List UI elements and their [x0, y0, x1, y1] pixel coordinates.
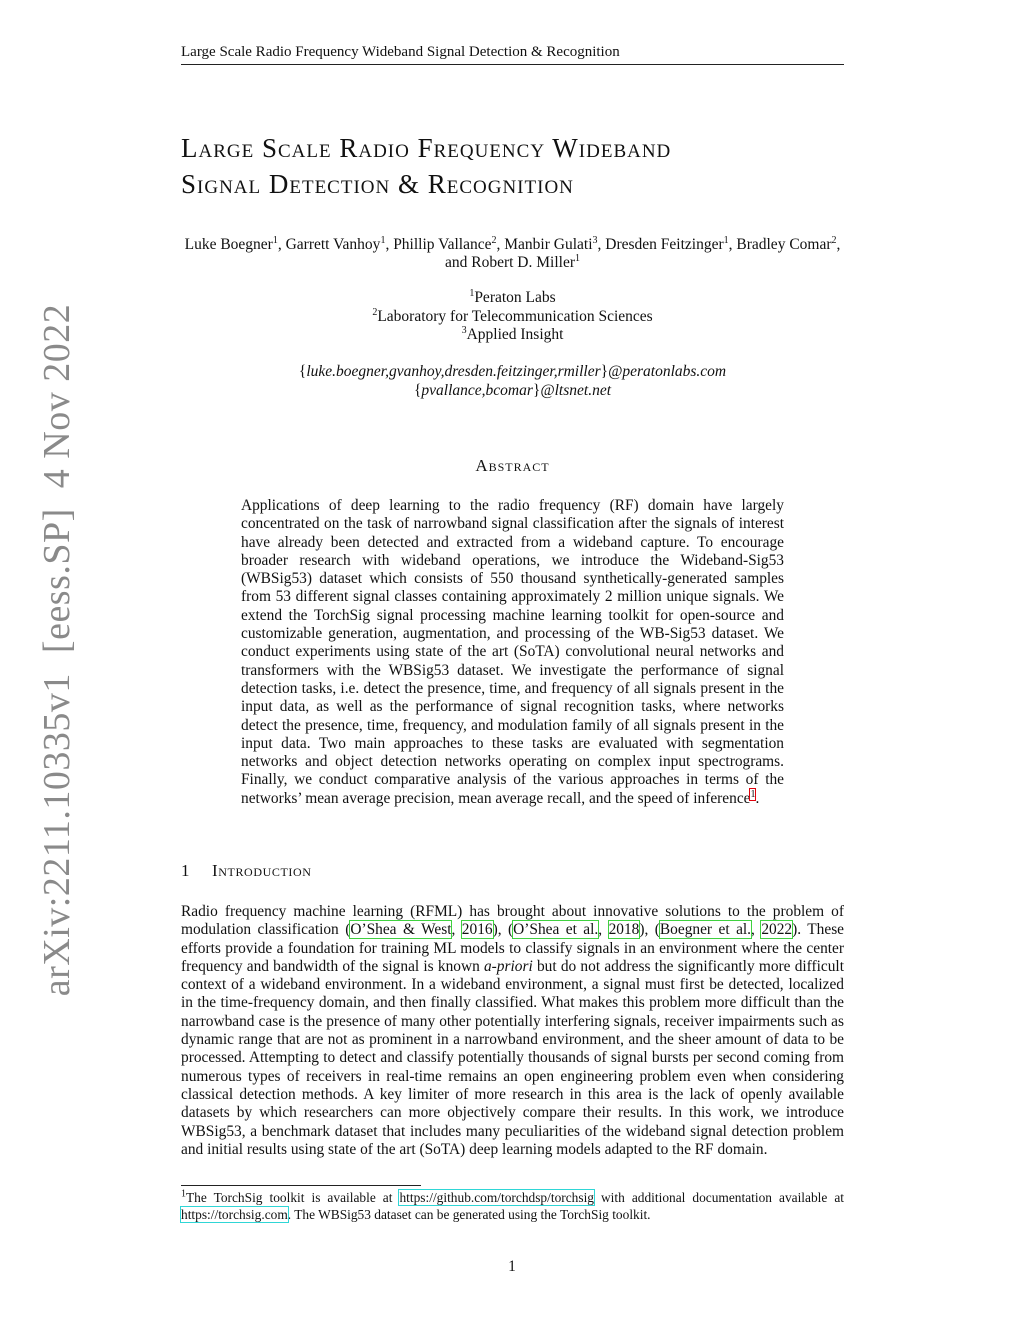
abstract-body — [241, 497, 784, 808]
citation-separator: , — [751, 921, 762, 939]
affiliation — [181, 326, 844, 345]
github-link[interactable]: https://github.com/torchdsp/torchsig — [399, 1190, 594, 1205]
title-line-2: Signal Detection & Recognition — [181, 169, 574, 199]
email-line-2: {pvallance,bcomar}@ltsnet.net — [413, 381, 612, 399]
email-block — [181, 363, 844, 400]
author-affiliation-mark: 1 — [380, 234, 386, 246]
arxiv-identifier-stamp: arXiv:2211.10335v1 [eess.SP] 4 Nov 2022 — [36, 303, 78, 997]
section-number: 1 — [181, 861, 191, 880]
affiliation — [181, 308, 844, 327]
intro-paragraph — [181, 903, 844, 1159]
section-title: Introduction — [212, 861, 312, 880]
citation-separator: , — [451, 921, 462, 939]
author-affiliation-mark: 3 — [592, 234, 598, 246]
abstract-heading: Abstract — [475, 456, 550, 475]
footnote-text: The TorchSig toolkit is available at — [186, 1190, 400, 1205]
author-name: Dresden Feitzinger — [605, 236, 724, 253]
footnote-number: 1 — [181, 1188, 186, 1200]
intro-text: ), ( — [492, 921, 514, 939]
author-name: Garrett Vanhoy — [285, 236, 381, 253]
citation-year-link[interactable]: 2016 — [461, 921, 493, 939]
citation-author-link[interactable]: O’Shea & West — [350, 921, 452, 939]
affiliation-number: 2 — [372, 306, 378, 318]
email-names: pvallance,bcomar — [421, 381, 533, 399]
intro-text: Radio frequency machine learning (RFML) has brought about innovative solutions to the problem of modulation classification ( — [181, 903, 844, 939]
author-name: Robert D. Miller — [471, 254, 575, 271]
affiliation-number: 1 — [469, 287, 475, 299]
footnote — [181, 1189, 844, 1223]
title-line-1: Large Scale Radio Frequency Wideband — [181, 133, 672, 163]
email-line-1: {luke.boegner,gvanhoy,dresden.feitzinger,rmiller}@peratonlabs.com — [298, 363, 727, 380]
author-name: Bradley Comar — [736, 236, 832, 253]
citation-author-link[interactable]: Boegner et al. — [659, 921, 752, 939]
affiliation-number: 3 — [461, 324, 467, 336]
docs-link[interactable]: https://torchsig.com — [181, 1207, 288, 1222]
email-domain: @peratonlabs.com — [608, 363, 727, 380]
email-domain: @ltsnet.net — [540, 381, 612, 399]
citation-year-link[interactable]: 2018 — [608, 921, 640, 939]
citation-author-link[interactable]: O’Shea et al. — [513, 921, 599, 939]
intro-text: ). These efforts provide a foundation for training ML models to classify signals in an environment where the center frequency and bandwidth of the signal is known — [181, 921, 845, 975]
author-list: Luke Boegner$^1$, Garrett Vanhoy$^1$, Phillip Vallance$^2$, Manbir Gulati$^3$, Dresden Feitzinger$^1$, Bradley Comar$^2$, and Robert D. Miller$^1$ — [184, 234, 841, 271]
footnote-rule — [181, 1185, 421, 1186]
abstract-end: . — [755, 789, 760, 807]
abstract-text: Applications of deep learning to the radio frequency (RF) domain have largely concentrated on the task of narrowband signal classification after the signals of interest have already been detected and extracted from a wideband capture. To encourage broader research with wideband operations, we introduce the Wideband-Sig53 (WBSig53) dataset which consists of 550 thousand synthetically-generated samples from 53 different signal classes containing approximately 2 million unique signals. We extend the TorchSig signal processing machine learning toolkit for open-source and customizable generation, augmentation, and processing of the WB-Sig53 dataset. We conduct experiments using state of the art (SoTA) convolutional neural networks and transformers with the WBSig53 dataset. We investigate the performance of signal detection tasks, i.e. detect the presence, time, and frequency of all signals present in the input data, as well as the performance of signal recognition tasks, where networks detect the presence, time, frequency, and modulation family of all signals present in the input data. Two main approaches to these tasks are evaluated with segmentation networks and object detection networks operating on complex input spectrograms. Finally, we conduct comparative analysis of the various approaches in terms of the networks’ mean average precision, mean average recall, and the speed of inference — [241, 497, 784, 807]
author-name: Phillip Vallance — [393, 236, 492, 253]
affiliation-list — [181, 289, 844, 345]
author-affiliation-mark: 1 — [723, 234, 729, 246]
author-name: Manbir Gulati — [504, 236, 593, 253]
author-affiliation-mark: 2 — [831, 234, 837, 246]
author-name: Luke Boegner — [184, 236, 273, 253]
affiliation-name: Laboratory for Telecommunication Sciences — [377, 307, 653, 325]
page-number: 1 — [508, 1258, 516, 1275]
running-head: Large Scale Radio Frequency Wideband Signal Detection & Recognition — [181, 44, 844, 65]
footnote-ref-link[interactable]: 1 — [750, 788, 756, 800]
email-names: luke.boegner,gvanhoy,dresden.feitzinger,rmiller — [306, 363, 601, 380]
author-affiliation-mark: 1 — [272, 234, 278, 246]
citation-separator: , — [598, 921, 609, 939]
author-affiliation-mark: 2 — [491, 234, 497, 246]
intro-text: but do not address the significantly more difficult context of a wideband environment. In a wideband environment, a signal must first be detected, localized in the time-frequency domain, and then finally classified. What makes this problem more difficult than the narrowband case is the presence of many other potentially interfering signals, receiver impairments such as dynamic range that are not as prominent in a narrowband environment, and the sheer amount of data to be processed. Attempting to detect and classify potentially thousands of signal bursts per second coming from numerous types of receivers in real-time remains an open engineering problem even when considering classical detection methods. A key limiter of more research in this area is the lack of openly available datasets by which researchers can more objectively compare their results. In this work, we introduce WBSig53, a benchmark dataset that includes many peculiarities of the wideband signal detection problem and initial results using state of the art (SoTA) deep learning models adapted to the RF domain. — [181, 957, 844, 1158]
affiliation-name: Peraton Labs — [474, 289, 556, 306]
author-affiliation-mark: 1 — [575, 252, 580, 264]
citation-year-link[interactable]: 2022 — [761, 921, 793, 939]
footnote-text: with additional documentation available at — [594, 1190, 845, 1205]
section-heading — [181, 861, 312, 881]
affiliation-name: Applied Insight — [466, 326, 564, 343]
intro-text: ), ( — [639, 921, 660, 939]
paper-title — [181, 130, 861, 202]
affiliation — [181, 289, 844, 308]
footnote-text: . The WBSig53 dataset can be generated using the TorchSig toolkit. — [287, 1207, 651, 1222]
intro-emphasis: a-priori — [483, 957, 533, 975]
